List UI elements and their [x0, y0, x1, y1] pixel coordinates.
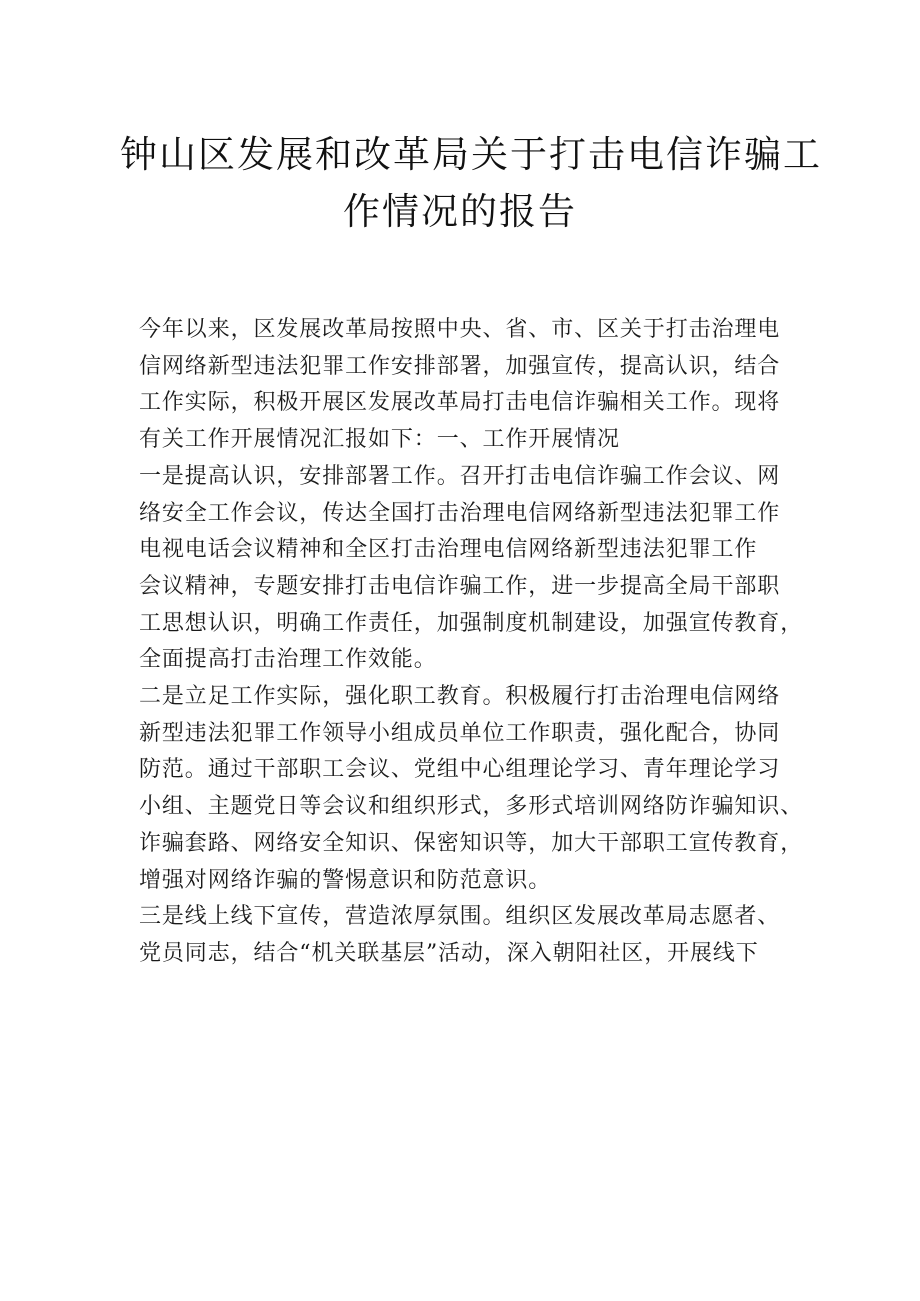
text-line: 新型违法犯罪工作领导小组成员单位工作职责，强化配合，协同 [139, 720, 781, 746]
text-line: 会议精神，专题安排打击电信诈骗工作，进一步提高全局干部职 [139, 573, 781, 599]
document-title [120, 126, 822, 240]
text-line: 诈骗套路、网络安全知识、保密知识等，加大干部职工宣传教育， [139, 830, 804, 856]
text-line: 一是提高认识，安排部署工作。召开打击电信诈骗工作会议、网 [139, 463, 781, 489]
text-line: 工作实际，积极开展区发展改革局打击电信诈骗相关工作。现将 [139, 390, 781, 416]
text-line: 今年以来，区发展改革局按照中央、省、市、区关于打击治理电 [139, 317, 781, 342]
text-line: 三是线上线下宣传，营造浓厚氛围。组织区发展改革局志愿者、 [139, 904, 781, 930]
text-line: 工思想认识，明确工作责任，加强制度机制建设，加强宣传教育， [139, 610, 804, 636]
paragraph-point-one [139, 459, 804, 679]
paragraph-point-three [139, 899, 789, 972]
text-line: 络安全工作会议，传达全国打击治理电信网络新型违法犯罪工作 [139, 500, 781, 526]
paragraph-intro [139, 312, 789, 459]
document-body [139, 312, 804, 973]
text-line: 全面提高打击治理工作效能。 [139, 647, 437, 673]
text-line: 有关工作开展情况汇报如下：一、工作开展情况 [139, 427, 620, 453]
text-line: 信网络新型违法犯罪工作安排部署，加强宣传，提高认识，结合 [139, 353, 781, 379]
text-line: 增强对网络诈骗的警惕意识和防范意识。 [139, 867, 552, 893]
title-line: 作情况的报告 [343, 190, 577, 233]
text-line: 防范。通过干部职工会议、党组中心组理论学习、青年理论学习 [139, 757, 781, 783]
title-line: 钟山区发展和改革局关于打击电信诈骗工 [120, 133, 822, 176]
text-line: 小组、主题党日等会议和组织形式，多形式培训网络防诈骗知识、 [139, 794, 804, 820]
text-line: 党员同志，结合“机关联基层”活动，深入朝阳社区，开展线下 [139, 940, 759, 966]
text-line: 二是立足工作实际，强化职工教育。积极履行打击治理电信网络 [139, 684, 781, 710]
text-line: 电视电话会议精神和全区打击治理电信网络新型违法犯罪工作 [139, 537, 758, 563]
paragraph-point-two [139, 679, 804, 899]
